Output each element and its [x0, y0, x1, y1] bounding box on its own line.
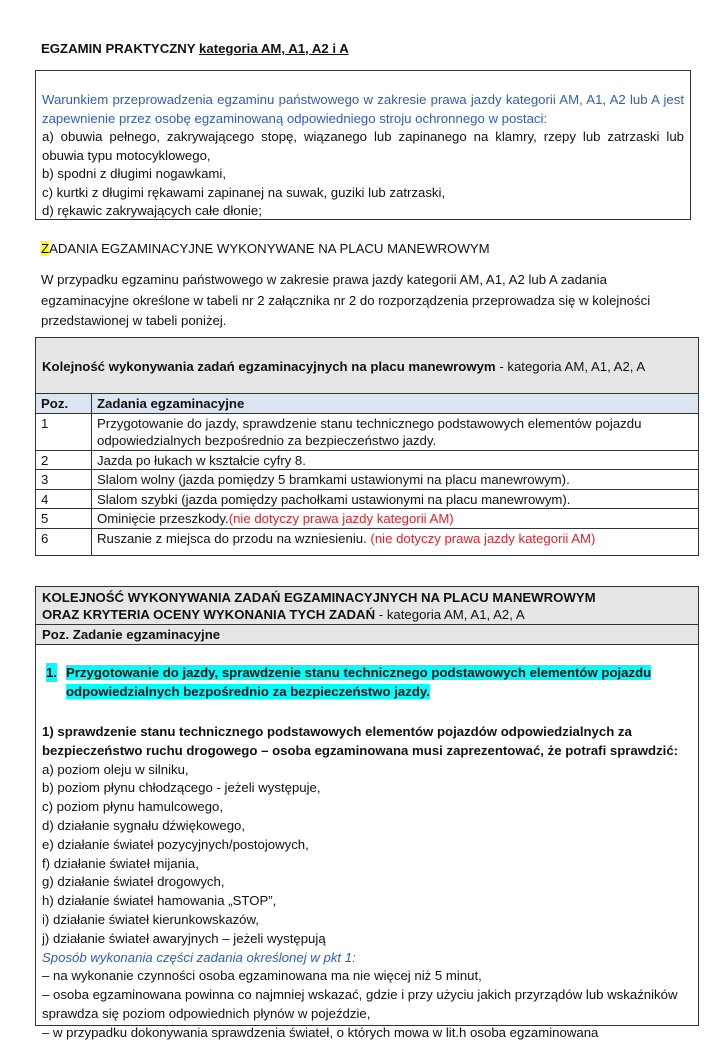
check-item: j) działanie świateł awaryjnych – jeżeli występują — [42, 930, 326, 946]
table-row: 3 Slalom wolny (jazda pomiędzy 5 bramkami ustawionymi na placu manewrowym). — [36, 470, 698, 490]
criteria-table — [35, 586, 699, 1040]
heading-rest: ADANIA EGZAMINACYJNE WYKONYWANE NA PLACU MANEWROWYM — [49, 241, 490, 256]
check-item: c) poziom płynu hamulcowego, — [42, 799, 224, 815]
table-row: 5 Ominięcie przeszkody.(nie dotyczy prawa jazdy kategorii AM) — [36, 509, 698, 529]
clothing-intro: Warunkiem przeprowadzenia egzaminu państwowego w zakresie prawa jazdy kategorii AM, A1, A2 lub A jest zapewnienie przez osobę egzaminowaną odpowiedniego stroju ochronnego w postaci: — [42, 92, 684, 126]
heading-first-letter: Z — [41, 241, 50, 256]
task-order-table — [35, 337, 699, 556]
clothing-item-c: c) kurtki z długimi rękawami zapinanej na suwak, guziki lub zatrzaski, — [42, 184, 446, 200]
title-category: kategoria AM, A1, A2 i A — [199, 41, 349, 56]
check-item: d) działanie sygnału dźwiękowego, — [42, 817, 246, 833]
document-title — [41, 41, 349, 56]
method-item: – osoba egzaminowana powinna co najmniej wskazać, gdzie i przy użyciu jakich przyrządów lub wskaźników sprawdza się poziom odpowiednich płynów w pojeździe, — [42, 987, 678, 1021]
table-head-row: Poz. Zadania egzaminacyjne — [36, 394, 698, 413]
check-item: b) poziom płynu chłodzącego - jeżeli występuje, — [42, 780, 321, 796]
method-heading: Sposób wykonania części zadania określonej w pkt 1: — [42, 949, 356, 965]
category-note: (nie dotyczy prawa jazdy kategorii AM) — [370, 530, 596, 546]
task-order-table-header: Kolejność wykonywania zadań egzaminacyjnych na placu manewrowym - kategoria AM, A1, A2, A — [36, 338, 698, 394]
check-item: e) działanie świateł pozycyjnych/postojowych, — [42, 836, 309, 852]
table-row: 4 Slalom szybki (jazda pomiędzy pachołkami ustawionymi na placu manewrowym). — [36, 489, 698, 509]
criteria-item-1: 1. Przygotowanie do jazdy, sprawdzenie stanu technicznego podstawowych elementów pojazdu odpowiedzialnych bezpośrednio za bezpieczeństwo jazdy. — [46, 665, 652, 699]
table-row: 6 Ruszanie z miejsca do przodu na wzniesieniu. (nie dotyczy prawa jazdy kategorii AM) — [36, 528, 698, 555]
requirements — [42, 723, 692, 1043]
criteria-poz-label: Poz. Zadanie egzaminacyjne — [36, 625, 698, 645]
method-item: – w przypadku dokonywania sprawdzenia świateł, o których mowa w lit.h osoba egzaminowana — [42, 1024, 599, 1040]
check-item: g) działanie świateł drogowych, — [42, 874, 225, 890]
clothing-item-b: b) spodni z długimi nogawkami, — [42, 166, 226, 181]
requirements-heading: 1) sprawdzenie stanu technicznego podstawowych elementów pojazdów odpowiedzialnych za bezpieczeństwo ruchu drogowego – osoba egzaminowana musi zaprezentować, że potrafi sprawdzić: — [42, 724, 679, 758]
table-row: 1 Przygotowanie do jazdy, sprawdzenie stanu technicznego podstawowych elementów pojazdu odpowiedzialnych bezpośrednio za bezpieczeństwo jazdy. — [36, 413, 698, 450]
category-note: (nie dotyczy prawa jazdy kategorii AM) — [228, 511, 454, 526]
check-item: a) poziom oleju w silniku, — [42, 761, 189, 777]
section-paragraph: W przypadku egzaminu państwowego w zakresie prawa jazdy kategorii AM, A1, A2 lub A zadania egzaminacyjne określone w tabeli nr 2 załącznika nr 2 do rozporządzenia przeprowadza się w kolejności przedstawionej w tabeli poniżej. — [41, 272, 651, 328]
check-item: f) działanie świateł mijania, — [42, 855, 199, 871]
clothing-item-d: d) rękawic zakrywających całe dłonie; — [42, 203, 262, 218]
section-heading-maneuver — [41, 241, 490, 256]
check-item: i) działanie świateł kierunkowskazów, — [42, 911, 259, 927]
title-prefix: EGZAMIN PRAKTYCZNY — [41, 41, 196, 56]
table-row: 2 Jazda po łukach w kształcie cyfry 8. — [36, 450, 698, 470]
criteria-table-header: KOLEJNOŚĆ WYKONYWANIA ZADAŃ EGZAMINACYJNYCH NA PLACU MANEWROWYM ORAZ KRYTERIA OCENY WYKONANIA TYCH ZADAŃ - kategoria AM, A1, A2, A — [36, 587, 698, 625]
method-item: – na wykonanie czynności osoba egzaminowana ma nie więcej niż 5 minut, — [42, 968, 482, 984]
protective-clothing-box — [35, 70, 691, 220]
clothing-item-a: a) obuwia pełnego, zakrywającego stopę, wiązanego lub zapinanego na klamry, rzepy lub zatrzaski lub obuwia typu motocyklowego, — [42, 129, 684, 163]
check-item: h) działanie świateł hamowania „STOP”, — [42, 893, 277, 909]
